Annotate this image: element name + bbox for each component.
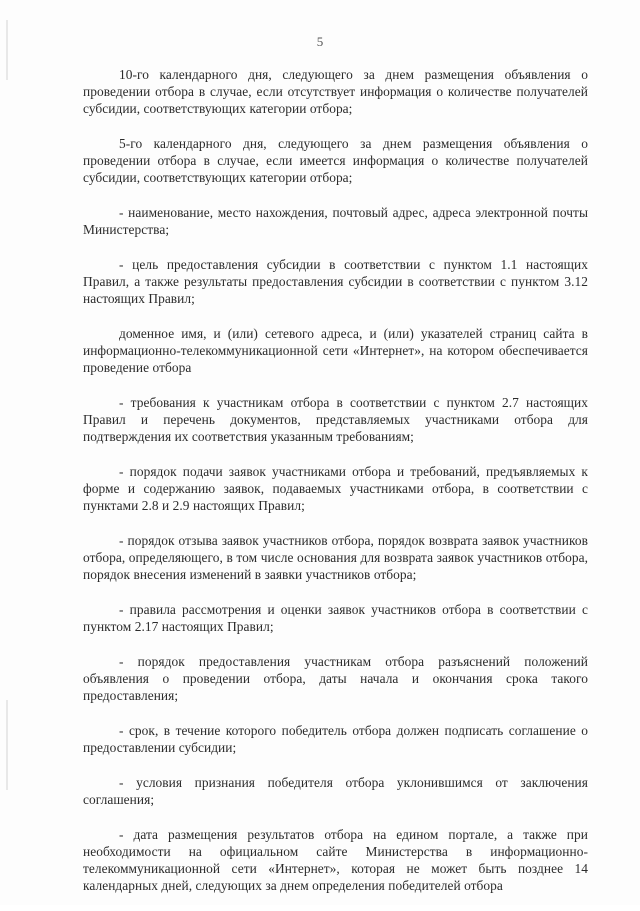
paragraph: 10-го календарного дня, следующего за днем размещения объявления о проведении отбора в случае, если отсутствует информация о количестве получателей субсидии, соответствующих категории отбора; xyxy=(83,67,588,116)
paragraph: - срок, в течение которого победитель отбора должен подписать соглашение о предоставлении субсидии; xyxy=(83,723,588,755)
paragraph: - требования к участникам отбора в соответствии с пунктом 2.7 настоящих Правил и перечень документов, представляемых участниками отбора для подтверждения их соответствия указанным требованиям; xyxy=(83,395,588,444)
paragraph: 5-го календарного дня, следующего за днем размещения объявления о проведении отбора в случае, если имеется информация о количестве получателей субсидии, соответствующих категории отбора; xyxy=(83,136,588,185)
paragraph: - дата размещения результатов отбора на едином портале, а также при необходимости на официальном сайте Министерства в информационно-телекоммуникационной сети «Интернет», которая не может быть позднее 14 календарных дней, следующих за днем определения победителей отбора xyxy=(83,827,588,893)
paragraph: - порядок предоставления участникам отбора разъяснений положений объявления о проведении отбора, даты начала и окончания срока такого предоставления; xyxy=(83,654,588,703)
paragraph: - правила рассмотрения и оценки заявок участников отбора в соответствии с пунктом 2.17 настоящих Правил; xyxy=(83,602,588,634)
paragraph: - порядок отзыва заявок участников отбора, порядок возврата заявок участников отбора, определяющего, в том числе основания для возврата заявок участников отбора, порядок внесения изменений в заявки участников отбора; xyxy=(83,533,588,582)
paragraph: доменное имя, и (или) сетевого адреса, и (или) указателей страниц сайта в информационно-телекоммуникационной сети «Интернет», на котором обеспечивается проведение отбора xyxy=(83,326,588,375)
document-body xyxy=(83,66,588,911)
paragraph: - порядок подачи заявок участниками отбора и требований, предъявляемых к форме и содержанию заявок, подаваемых участниками отбора, в соответствии с пунктами 2.8 и 2.9 настоящих Правил; xyxy=(83,464,588,513)
page-number: 5 xyxy=(316,34,324,49)
scan-artifact xyxy=(6,20,8,80)
paragraph: - наименование, место нахождения, почтовый адрес, адреса электронной почты Министерства; xyxy=(83,205,588,237)
scan-artifact xyxy=(6,700,8,790)
paragraph: - условия признания победителя отбора уклонившимся от заключения соглашения; xyxy=(83,775,588,807)
paragraph: - цель предоставления субсидии в соответствии с пунктом 1.1 настоящих Правил, а также результаты предоставления субсидии в соответствии с пунктом 3.12 настоящих Правил; xyxy=(83,257,588,306)
